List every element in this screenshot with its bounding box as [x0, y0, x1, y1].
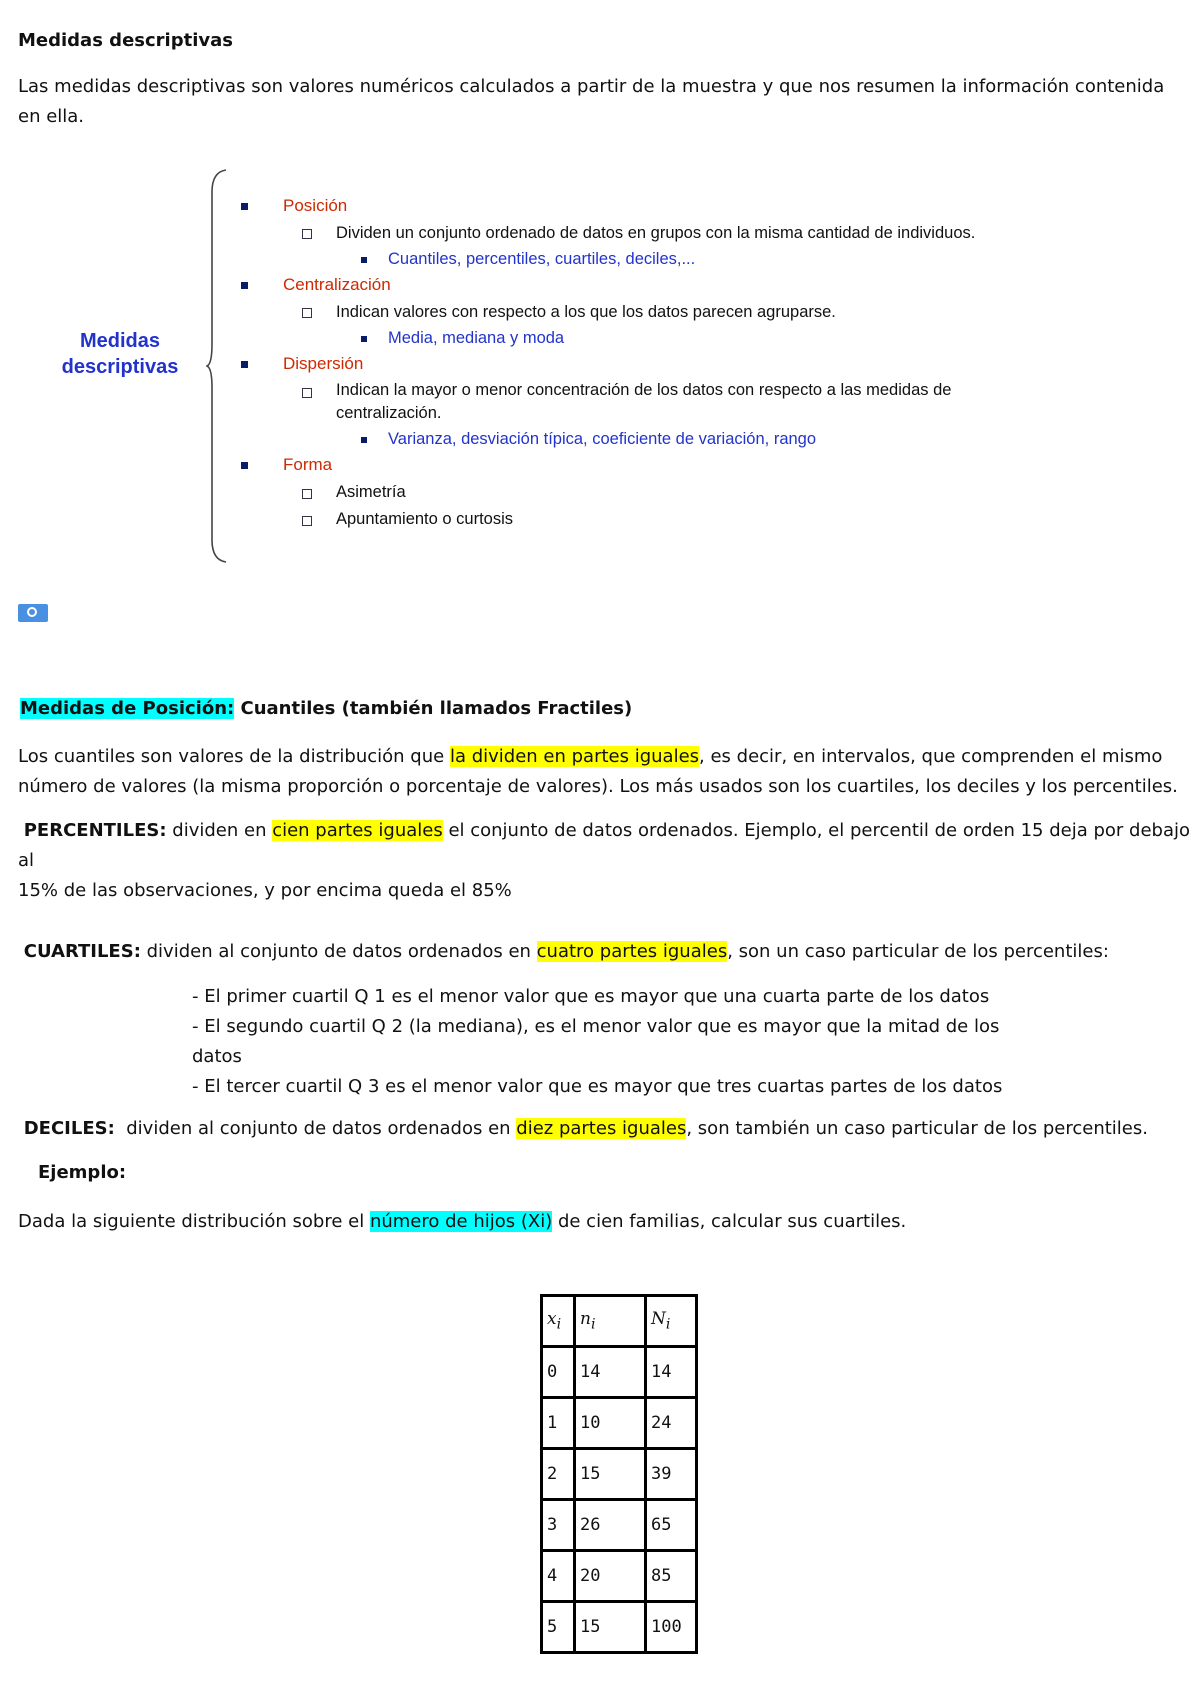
ejemplo-text-post: de cien familias, calcular sus cuartiles.	[552, 1211, 907, 1232]
table-cell: 1	[542, 1398, 575, 1449]
table-row	[542, 1449, 697, 1500]
bullet-icon	[361, 336, 367, 342]
table-cell: 15	[575, 1449, 646, 1500]
bullet-icon	[361, 437, 367, 443]
table-cell: 85	[646, 1551, 697, 1602]
deciles-text-post: , son también un caso particular de los percentiles.	[686, 1118, 1148, 1139]
group-label-centralizacion: Centralización	[283, 275, 391, 294]
bullet-icon	[241, 462, 248, 469]
deciles-paragraph	[18, 1114, 1198, 1144]
group-desc-posicion: Dividen un conjunto ordenado de datos en grupos con la misma cantidad de individuos.	[336, 224, 976, 242]
header-ni: $n_i$	[575, 1296, 646, 1347]
bullet-icon	[241, 361, 248, 368]
camera-icon[interactable]	[18, 604, 48, 622]
table-header-row	[542, 1296, 697, 1347]
percentiles-highlight: cien partes iguales	[272, 820, 443, 841]
table-row	[542, 1398, 697, 1449]
cuartiles-list	[192, 982, 1092, 1102]
group-examples-posicion: Cuantiles, percentiles, cuartiles, deciles,...	[388, 250, 696, 268]
page-title: Medidas descriptivas	[18, 30, 233, 51]
group-desc-centralizacion: Indican valores con respecto a los que los datos parecen agruparse.	[336, 303, 836, 321]
table-cell: 14	[575, 1347, 646, 1398]
table-row	[542, 1551, 697, 1602]
section-label: Medidas de Posición:	[20, 698, 235, 719]
table-cell: 15	[575, 1602, 646, 1653]
cuartiles-text-post: , son un caso particular de los percentiles:	[727, 941, 1109, 962]
list-item: - El primer cuartil Q 1 es el menor valor que es mayor que una cuarta parte de los datos	[192, 986, 990, 1007]
group-item-asimetria: Asimetría	[336, 483, 406, 501]
diagram-root-label: Medidas descriptivas	[61, 330, 179, 378]
bullet-icon	[361, 257, 367, 263]
percentiles-paragraph	[18, 816, 1198, 906]
table-row	[542, 1500, 697, 1551]
frequency-table	[540, 1294, 698, 1654]
ejemplo-label: Ejemplo:	[38, 1162, 127, 1183]
cuartiles-text-pre: dividen al conjunto de datos ordenados en	[140, 941, 537, 962]
cuantiles-line2: número de valores (la misma proporción o porcentaje de valores). Los más usados son los cuartiles, los deciles y los percentiles.	[18, 776, 1178, 797]
percentiles-line2: 15% de las observaciones, y por encima queda el 85%	[18, 880, 512, 901]
table-cell: 65	[646, 1500, 697, 1551]
list-item: - El segundo cuartil Q 2 (la mediana), es el menor valor que es mayor que la mitad de los	[192, 1016, 1000, 1037]
group-label-dispersion: Dispersión	[283, 354, 364, 373]
deciles-highlight: diez partes iguales	[516, 1118, 687, 1139]
header-xi: $x_i$	[542, 1296, 575, 1347]
deciles-text-pre: dividen al conjunto de datos ordenados en	[114, 1118, 517, 1139]
group-examples-dispersion: Varianza, desviación típica, coeficiente de variación, rango	[388, 430, 817, 448]
table-row	[542, 1602, 697, 1653]
ejemplo-highlight: número de hijos (Xi)	[369, 1211, 553, 1232]
bullet-icon	[241, 203, 248, 210]
table-row	[542, 1347, 697, 1398]
list-item: - El tercer cuartil Q 3 es el menor valor que es mayor que tres cuartas partes de los datos	[192, 1076, 1003, 1097]
cuartiles-label: CUARTILES:	[23, 941, 141, 962]
cuantiles-text-post: , es decir, en intervalos, que comprenden el mismo	[699, 746, 1163, 767]
percentiles-text-post: el conjunto de datos ordenados. Ejemplo, el percentil de orden 15 deja por debajo al	[18, 820, 1190, 871]
table-cell: 4	[542, 1551, 575, 1602]
cuartiles-highlight: cuatro partes iguales	[536, 941, 728, 962]
table-cell: 20	[575, 1551, 646, 1602]
ejemplo-paragraph	[18, 1207, 1198, 1237]
table-cell: 14	[646, 1347, 697, 1398]
section-heading	[20, 698, 632, 719]
list-item: datos	[192, 1046, 242, 1067]
cuantiles-text-pre: Los cuantiles son valores de la distribución que	[18, 746, 450, 767]
deciles-label: DECILES:	[23, 1118, 115, 1139]
table-cell: 2	[542, 1449, 575, 1500]
cuantiles-paragraph	[18, 742, 1198, 802]
table-cell: 24	[646, 1398, 697, 1449]
hollow-bullet-icon	[302, 516, 312, 526]
ejemplo-text-pre: Dada la siguiente distribución sobre el	[18, 1211, 370, 1232]
table-cell: 5	[542, 1602, 575, 1653]
brace-icon	[206, 168, 230, 564]
bullet-icon	[241, 282, 248, 289]
table-cell: 0	[542, 1347, 575, 1398]
cuartiles-paragraph	[18, 937, 1198, 967]
percentiles-label: PERCENTILES:	[23, 820, 167, 841]
table-cell: 26	[575, 1500, 646, 1551]
group-desc-dispersion-line1: Indican la mayor o menor concentración de los datos con respecto a las medidas de	[336, 381, 952, 399]
table-cell: 100	[646, 1602, 697, 1653]
group-examples-centralizacion: Media, mediana y moda	[388, 329, 565, 347]
hollow-bullet-icon	[302, 489, 312, 499]
header-Ni: $N_i$	[646, 1296, 697, 1347]
intro-paragraph: Las medidas descriptivas son valores numéricos calculados a partir de la muestra y que nos resumen la información contenida en ella.	[18, 76, 1165, 127]
cuantiles-highlight: la dividen en partes iguales	[449, 746, 700, 767]
hollow-bullet-icon	[302, 229, 312, 239]
table-cell: 3	[542, 1500, 575, 1551]
group-item-curtosis: Apuntamiento o curtosis	[336, 510, 514, 528]
hollow-bullet-icon	[302, 388, 312, 398]
group-label-forma: Forma	[283, 455, 333, 474]
table-cell: 10	[575, 1398, 646, 1449]
group-label-posicion: Posición	[283, 196, 348, 215]
group-desc-dispersion-line2: centralización.	[336, 404, 442, 422]
hollow-bullet-icon	[302, 308, 312, 318]
section-rest: Cuantiles (también llamados Fractiles)	[234, 698, 633, 719]
table-cell: 39	[646, 1449, 697, 1500]
percentiles-text-pre: dividen en	[166, 820, 273, 841]
